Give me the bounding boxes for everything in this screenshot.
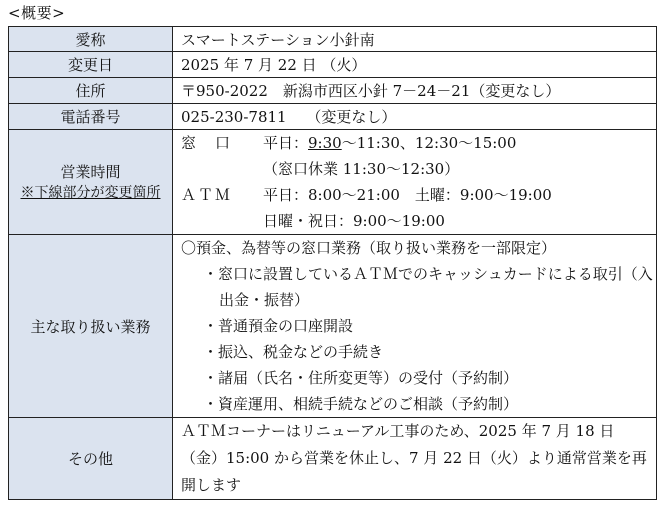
services-item-4: ・諸届（氏名・住所変更等）の受付（予約制） <box>203 369 519 387</box>
value-phone: 025-230-7811 （変更なし） <box>173 104 657 130</box>
services-intro: 〇預金、為替等の窓口業務（取り扱い業務を一部限定） <box>181 239 557 257</box>
row-name <box>9 27 657 52</box>
label-hours-cell <box>9 130 173 235</box>
row-change-date <box>9 52 657 78</box>
value-name: スマートステーション小針南 <box>173 27 657 52</box>
section-caption: <概要> <box>8 4 66 22</box>
value-other-cell <box>173 418 657 500</box>
label-hours-note: ※下線部分が変更箇所 <box>20 185 161 201</box>
value-address: 〒950-2022 新潟市西区小針 7－24－21（変更なし） <box>173 78 657 104</box>
atm-weekday-sat: 平日：8:00～21:00 土曜：9:00～19:00 <box>263 186 552 204</box>
atm-label: ＡＴＭ <box>181 186 233 204</box>
label-name: 愛称 <box>9 27 173 52</box>
label-services: 主な取り扱い業務 <box>9 235 173 418</box>
services-item-3: ・振込、税金などの手続き <box>203 343 384 361</box>
services-item-1b: 出金・振替） <box>219 291 310 309</box>
counter-break: （窓口休業 11:30～12:30） <box>263 160 460 178</box>
counter-weekday-changed: 9:30 <box>308 134 342 152</box>
counter-weekday-prefix: 平日： <box>263 134 309 152</box>
row-other <box>9 418 657 500</box>
label-hours: 営業時間 <box>60 163 121 181</box>
label-other: その他 <box>9 418 173 500</box>
counter-label: 窓 口 <box>181 134 233 152</box>
row-phone <box>9 104 657 130</box>
services-item-1a: ・窓口に設置しているＡＴＭでのキャッシュカードによる取引（入 <box>203 265 653 283</box>
label-address: 住所 <box>9 78 173 104</box>
counter-weekday-line <box>181 130 650 156</box>
value-hours <box>173 130 657 235</box>
value-other: ＡＴＭコーナーはリニューアル工事のため、2025 年 7 月 18 日（金）15:00 から営業を休止し、7 月 22 日（火）より通常営業を再開します <box>181 422 647 494</box>
atm-sun-holiday: 日曜・祝日：9:00～19:00 <box>263 212 445 230</box>
row-hours <box>9 130 657 235</box>
label-change-date: 変更日 <box>9 52 173 78</box>
value-services <box>173 235 657 418</box>
counter-weekday-rest: ～11:30、12:30～15:00 <box>341 134 517 152</box>
value-change-date: 2025 年 7 月 22 日 （火） <box>173 52 657 78</box>
row-services <box>9 235 657 418</box>
services-item-2: ・普通預金の口座開設 <box>203 317 354 335</box>
atm-weekday-line <box>181 182 650 208</box>
row-address <box>9 78 657 104</box>
overview-table <box>8 26 657 500</box>
label-phone: 電話番号 <box>9 104 173 130</box>
services-item-5: ・資産運用、相続手続などのご相談（予約制） <box>203 395 519 413</box>
